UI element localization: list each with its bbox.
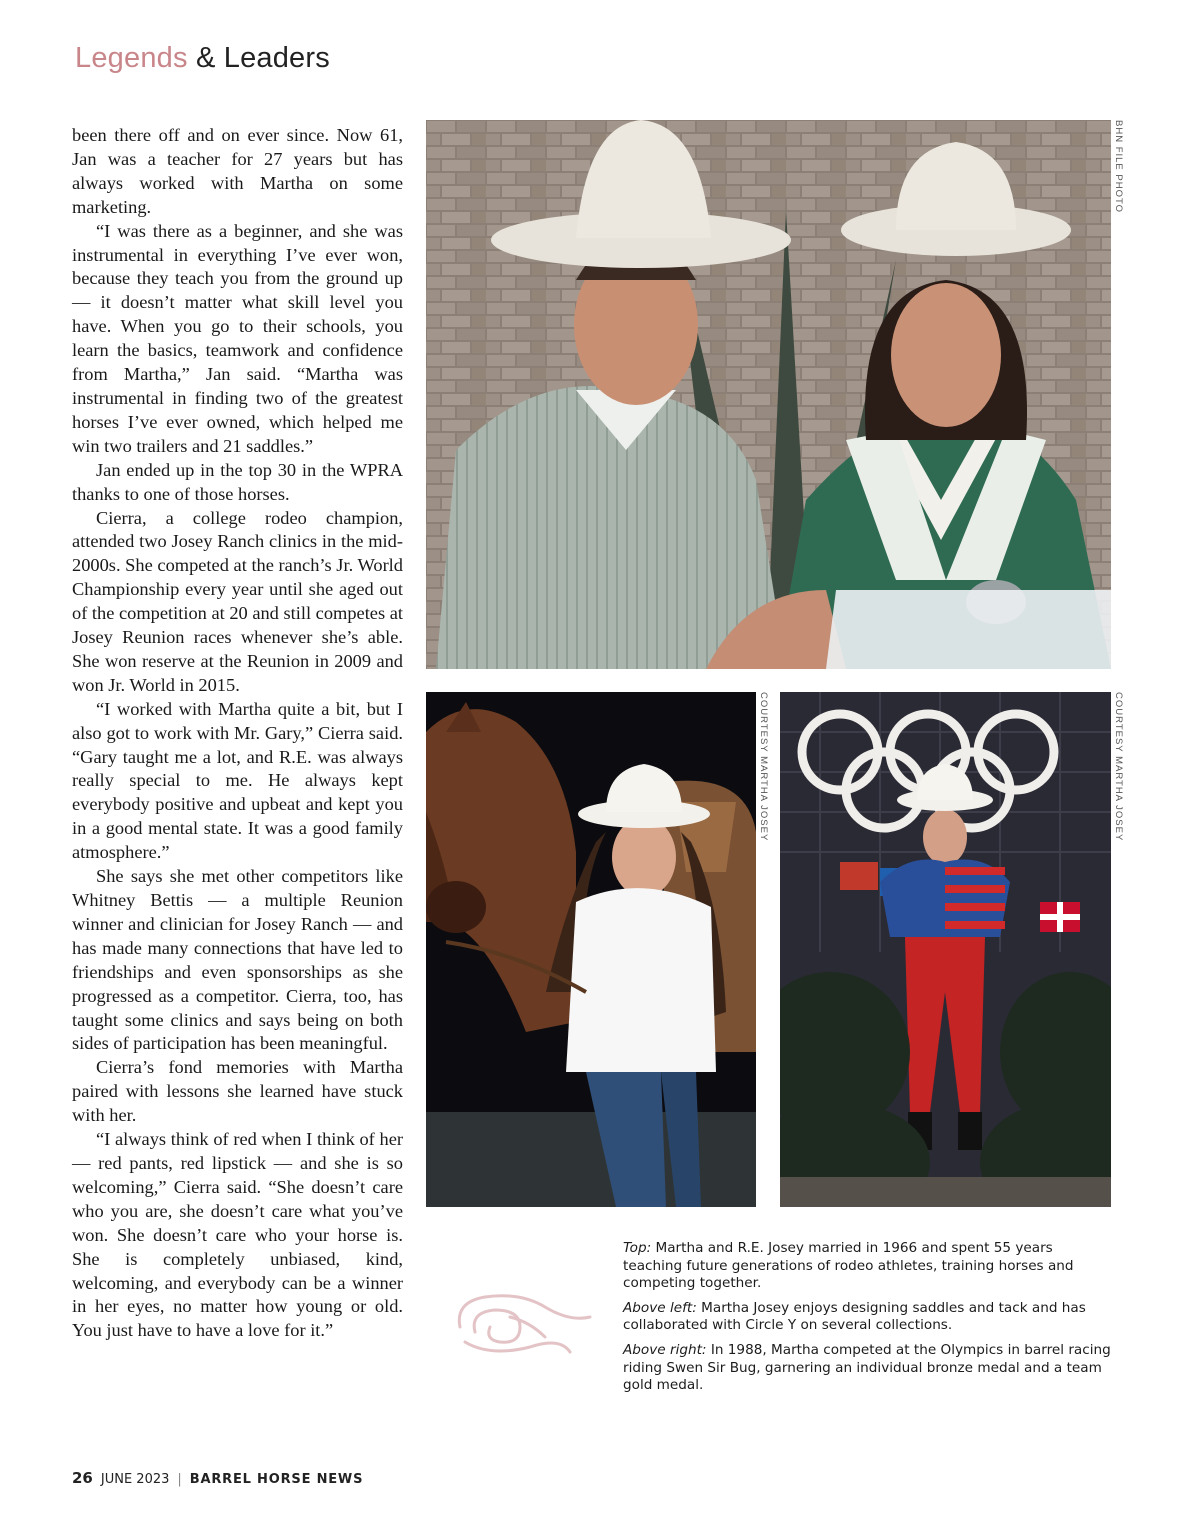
lasso-ornament-icon: [450, 1282, 600, 1367]
article-paragraph: She says she met other competitors like Whitney Bettis — a multiple Reunion winner and clinician for Josey Ranch — and has made many connections that have led to friendships and even sponsorships as she progressed as a competitor. Cierra, too, has taught some clinics and says being on both sides of participation has been meaningful.: [72, 866, 403, 1054]
article-body: [72, 124, 403, 1343]
photo-credit-top: BHN FILE PHOTO: [1113, 120, 1124, 214]
photo-olympics: [780, 692, 1111, 1207]
photo-couple: [426, 120, 1111, 669]
page-number: 26: [72, 1469, 93, 1487]
section-header: [75, 42, 330, 75]
article-paragraph: Cierra, a college rodeo champion, attended two Josey Ranch clinics in the mid-2000s. She competed at the ranch’s Jr. World Championship every year until she aged out of the competition at 20 and still competes at Josey Reunion races whenever she’s able. She won reserve at the Reunion in 2009 and won Jr. World in 2015.: [72, 507, 403, 695]
section-header-leaders: & Leaders: [195, 42, 330, 74]
photo-captions: [623, 1240, 1111, 1402]
article-paragraph: “I was there as a beginner, and she was instrumental in everything I’ve ever won, because they teach you from the ground up — it doesn’t matter what skill level you have. When you go to their schools, you learn the basics, teamwork and confidence from Martha,” Jan said. “Martha was instrumental in finding two of the greatest horses I’ve ever owned, which helped me win two trailers and 21 saddles.”: [72, 220, 403, 456]
caption-above-right: Above right: In 1988, Martha competed at the Olympics in barrel racing riding Swen Sir Bug, garnering an individual bronze medal and a team gold medal.: [623, 1341, 1111, 1394]
article-paragraph: Cierra’s fond memories with Martha paired with lessons she learned have stuck with her.: [72, 1057, 403, 1126]
issue-date: JUNE 2023: [100, 1472, 170, 1487]
article-paragraph: “I worked with Martha quite a bit, but I also got to work with Mr. Gary,” Cierra said. “Gary taught me a lot, and R.E. was always really special to me. He always kept everybody positive and upbeat and kept you in a good mental state. It was a good family atmosphere.”: [72, 698, 403, 863]
photo-woman-horse: [426, 692, 756, 1207]
page-footer: [72, 1469, 363, 1487]
magazine-name: BARREL HORSE NEWS: [189, 1472, 364, 1487]
article-paragraph: “I always think of red when I think of her — red pants, red lipstick — and she is so welcoming,” Cierra said. “She doesn’t care who you are, she doesn’t care what you’ve won. She doesn’t care who your horse is. She is completely unbiased, kind, welcoming, and everybody can be a winner in her eyes, no matter how young or old. You just have to have a love for it.”: [72, 1129, 403, 1341]
photo-credit-right: COURTESY MARTHA JOSEY: [1113, 692, 1124, 842]
footer-separator: |: [177, 1472, 182, 1487]
caption-above-left: Above left: Martha Josey enjoys designing saddles and tack and has collaborated with Circle Y on several collections.: [623, 1299, 1086, 1334]
caption-top: Top: Martha and R.E. Josey married in 1966 and spent 55 years teaching future generations of rodeo athletes, training horses and competing together.: [623, 1240, 1074, 1292]
article-paragraph: Jan ended up in the top 30 in the WPRA thanks to one of those horses.: [72, 459, 403, 504]
photo-credit-left: COURTESY MARTHA JOSEY: [758, 692, 769, 842]
article-paragraph: been there off and on ever since. Now 61, Jan was a teacher for 27 years but has always worked with Martha on some marketing.: [72, 125, 403, 217]
section-header-legends: Legends: [75, 42, 188, 74]
